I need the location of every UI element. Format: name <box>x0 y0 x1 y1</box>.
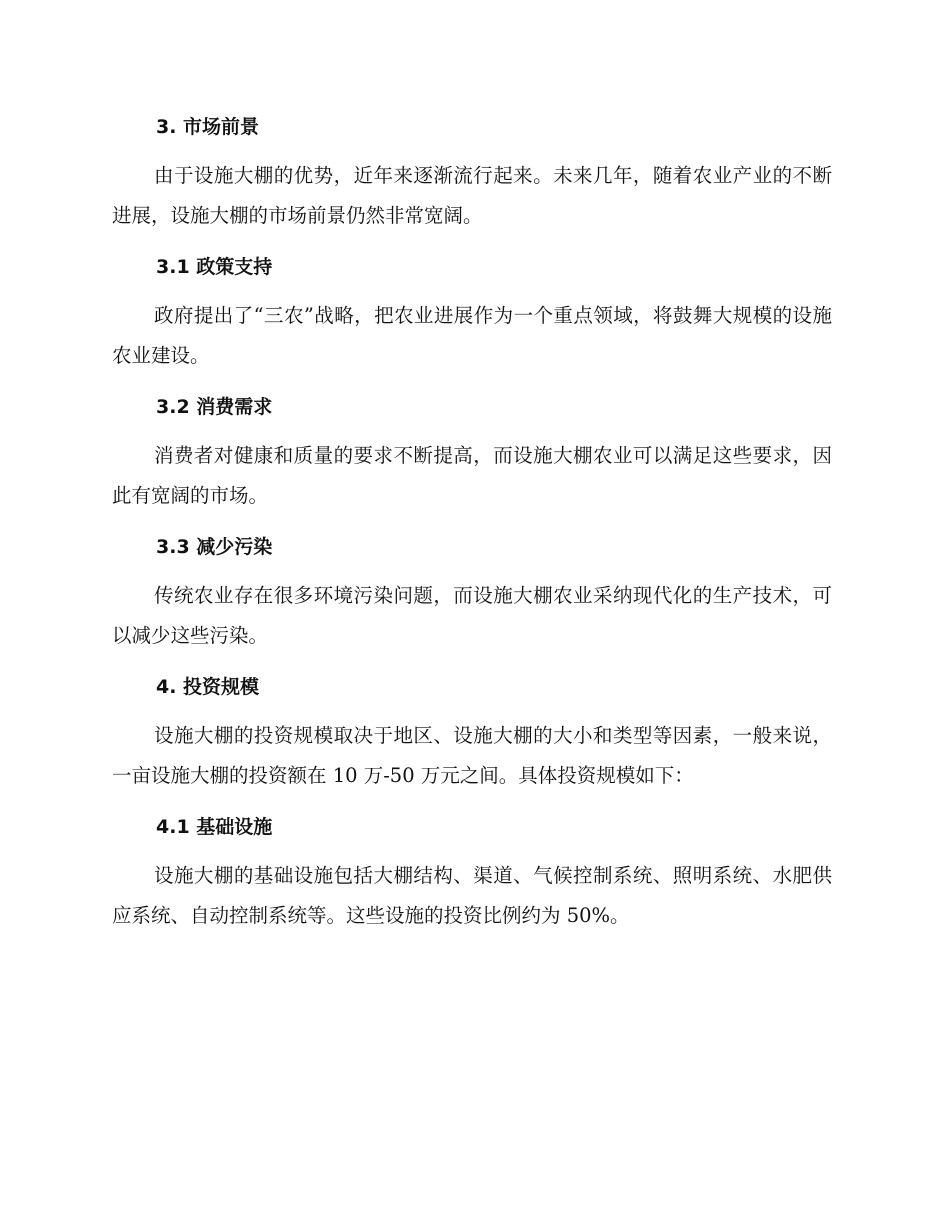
section-paragraph-market-outlook: 由于设施大棚的优势，近年来逐渐流行起来。未来几年，随着农业产业的不断进展，设施大棚的市场前景仍然非常宽阔。 <box>112 164 832 227</box>
section-heading-market-outlook: 3. 市场前景 <box>156 116 260 138</box>
section-paragraph-policy-support: 政府提出了“三农”战略，把农业进展作为一个重点领域，将鼓舞大规模的设施农业建设。 <box>112 304 832 367</box>
section-paragraph-consumer-demand: 消费者对健康和质量的要求不断提高，而设施大棚农业可以满足这些要求，因此有宽阔的市场。 <box>112 444 832 507</box>
section-heading-policy-support: 3.1 政策支持 <box>156 256 273 278</box>
section-paragraph-investment-scale: 设施大棚的投资规模取决于地区、设施大棚的大小和类型等因素，一般来说，一亩设施大棚的投资额在 10 万-50 万元之间。具体投资规模如下： <box>112 724 832 787</box>
section-heading-consumer-demand: 3.2 消费需求 <box>156 396 273 418</box>
section-heading-investment-scale: 4. 投资规模 <box>156 676 260 698</box>
document-body <box>112 108 832 948</box>
section-heading-reduce-pollution: 3.3 减少污染 <box>156 536 273 558</box>
section-paragraph-reduce-pollution: 传统农业存在很多环境污染问题，而设施大棚农业采纳现代化的生产技术，可以减少这些污染。 <box>112 584 832 647</box>
section-heading-infrastructure: 4.1 基础设施 <box>156 816 273 838</box>
section-paragraph-infrastructure: 设施大棚的基础设施包括大棚结构、渠道、气候控制系统、照明系统、水肥供应系统、自动控制系统等。这些设施的投资比例约为 50%。 <box>112 864 832 927</box>
